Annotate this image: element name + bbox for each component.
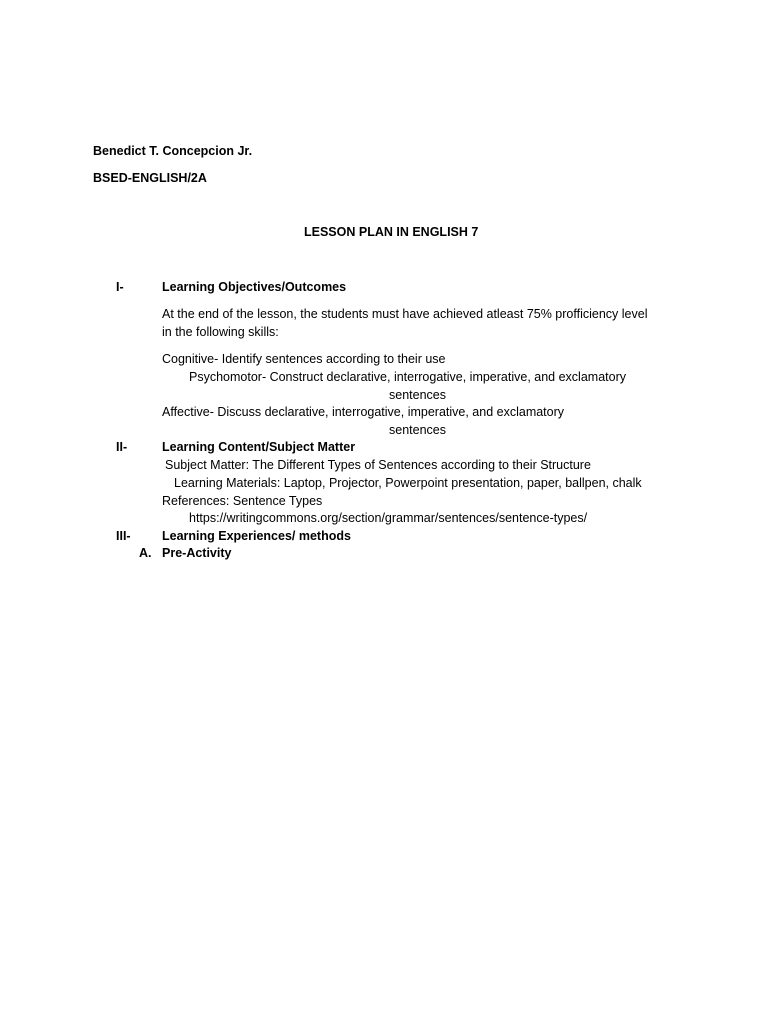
subsection-heading: Pre-Activity	[162, 546, 232, 560]
section-number: I-	[116, 280, 124, 294]
objective-psychomotor: Psychomotor- Construct declarative, interrogative, imperative, and exclamatory	[189, 370, 626, 384]
objective-psychomotor-continuation: sentences	[389, 388, 446, 402]
references-label: References: Sentence Types	[162, 494, 323, 508]
section-number: II-	[116, 440, 128, 454]
page-title: LESSON PLAN IN ENGLISH 7	[304, 225, 479, 239]
objective-affective-continuation: sentences	[389, 423, 446, 437]
author-name: Benedict T. Concepcion Jr.	[93, 144, 253, 158]
subsection-letter: A.	[139, 546, 152, 560]
section-number: III-	[116, 529, 131, 543]
objective-affective: Affective- Discuss declarative, interrogative, imperative, and exclamatory	[162, 405, 565, 419]
learning-materials: Learning Materials: Laptop, Projector, Powerpoint presentation, paper, ballpen, chalk	[174, 476, 642, 490]
objectives-intro-line: in the following skills:	[162, 325, 279, 339]
reference-url: https://writingcommons.org/section/grammar/sentences/sentence-types/	[189, 511, 588, 525]
section-heading: Learning Experiences/ methods	[162, 529, 351, 543]
subject-matter: Subject Matter: The Different Types of Sentences according to their Structure	[165, 458, 591, 472]
section-heading: Learning Content/Subject Matter	[162, 440, 356, 454]
objective-cognitive: Cognitive- Identify sentences according to their use	[162, 352, 446, 366]
course-section: BSED-ENGLISH/2A	[93, 171, 207, 185]
section-heading: Learning Objectives/Outcomes	[162, 280, 347, 294]
objectives-intro-line: At the end of the lesson, the students must have achieved atleast 75% profficiency level	[162, 307, 648, 321]
